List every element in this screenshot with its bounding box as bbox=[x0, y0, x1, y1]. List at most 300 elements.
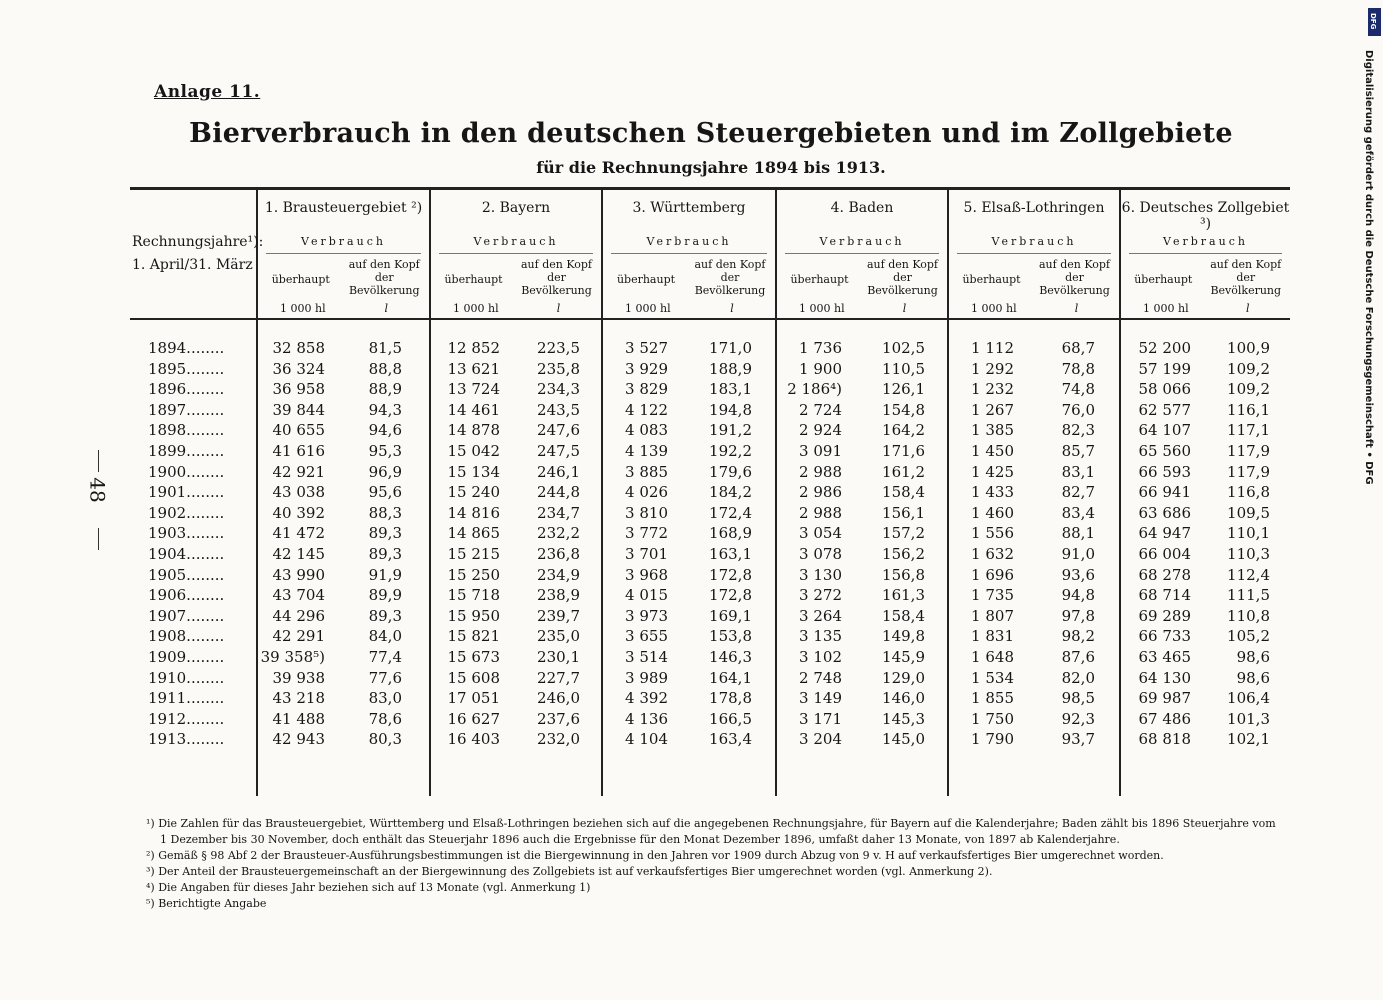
value-total: 3 989 bbox=[625, 668, 668, 687]
column-total-header: überhaupt bbox=[444, 273, 503, 286]
value-total: 12 852 bbox=[447, 339, 500, 357]
verbrauch-label: Verbrauch bbox=[1163, 235, 1248, 248]
value-per-capita: 102,5 bbox=[882, 339, 925, 357]
page-subtitle: für die Rechnungsjahre 1894 bis 1913. bbox=[536, 158, 886, 177]
value-per-capita: 94,3 bbox=[368, 400, 402, 419]
value-per-capita: 239,7 bbox=[537, 606, 580, 625]
value-total: 41 472 bbox=[272, 524, 325, 543]
column-per-capita-header: auf den Kopf der Bevölkerung bbox=[866, 258, 938, 297]
value-per-capita: 161,3 bbox=[882, 586, 925, 605]
value-total: 4 104 bbox=[625, 730, 668, 749]
value-total: 1 736 bbox=[799, 339, 842, 357]
value-total: 68 278 bbox=[1138, 565, 1191, 584]
value-per-capita: 171,0 bbox=[709, 339, 752, 357]
value-per-capita: 163,1 bbox=[709, 545, 752, 563]
value-per-capita: 156,1 bbox=[882, 503, 925, 522]
value-per-capita: 112,4 bbox=[1227, 565, 1270, 584]
table-header-rule bbox=[130, 318, 1290, 320]
value-per-capita: 110,1 bbox=[1227, 524, 1270, 543]
value-per-capita: 88,1 bbox=[1061, 524, 1095, 543]
value-per-capita: 232,2 bbox=[537, 524, 580, 543]
value-total: 4 392 bbox=[625, 689, 668, 708]
value-per-capita: 149,8 bbox=[882, 627, 925, 646]
unit-per-capita: l bbox=[730, 302, 734, 315]
value-per-capita: 110,5 bbox=[882, 359, 925, 378]
value-total: 52 200 bbox=[1138, 339, 1191, 357]
value-per-capita: 178,8 bbox=[709, 689, 752, 708]
value-per-capita: 223,5 bbox=[537, 339, 580, 357]
value-total: 2 186⁴) bbox=[787, 380, 842, 399]
value-total: 64 130 bbox=[1138, 668, 1191, 687]
value-per-capita: 183,1 bbox=[709, 380, 752, 399]
unit-total: 1 000 hl bbox=[1143, 302, 1189, 315]
unit-per-capita: l bbox=[1245, 302, 1250, 315]
column-per-capita-header: auf den Kopf der Bevölkerung bbox=[1210, 258, 1282, 297]
value-total: 68 818 bbox=[1138, 730, 1191, 749]
unit-total: 1 000 hl bbox=[625, 302, 671, 315]
verbrauch-label: Verbrauch bbox=[991, 235, 1077, 248]
year-cell: 1902........ bbox=[148, 503, 225, 522]
value-total: 1 450 bbox=[971, 442, 1014, 460]
value-total: 39 844 bbox=[272, 400, 325, 419]
value-per-capita: 96,9 bbox=[368, 462, 402, 481]
value-total: 1 696 bbox=[971, 565, 1014, 584]
verbrauch-rule bbox=[266, 253, 421, 254]
value-total: 1 735 bbox=[971, 586, 1014, 605]
value-total: 58 066 bbox=[1138, 380, 1191, 399]
year-cell: 1894........ bbox=[148, 339, 225, 357]
year-cell: 1900........ bbox=[148, 462, 225, 481]
value-total: 3 973 bbox=[625, 606, 668, 625]
value-per-capita: 116,8 bbox=[1227, 483, 1270, 502]
value-total: 3 078 bbox=[799, 545, 842, 563]
value-per-capita: 146,0 bbox=[882, 689, 925, 708]
value-total: 67 486 bbox=[1138, 709, 1191, 728]
value-total: 3 968 bbox=[625, 565, 668, 584]
page-title: Bierverbrauch in den deutschen Steuergebieten und im Zollgebiete bbox=[189, 118, 1233, 149]
value-per-capita: 246,1 bbox=[537, 462, 580, 481]
value-total: 3 130 bbox=[799, 565, 842, 584]
year-cell: 1905........ bbox=[148, 565, 225, 584]
value-per-capita: 227,7 bbox=[537, 668, 580, 687]
value-total: 36 958 bbox=[272, 380, 325, 399]
year-cell: 1904........ bbox=[148, 545, 225, 563]
value-per-capita: 237,6 bbox=[537, 709, 580, 728]
column-per-capita-header: auf den Kopf der Bevölkerung bbox=[694, 258, 766, 297]
unit-total: 1 000 hl bbox=[971, 302, 1017, 315]
value-per-capita: 153,8 bbox=[709, 627, 752, 646]
value-total: 15 608 bbox=[447, 668, 500, 687]
value-per-capita: 89,3 bbox=[368, 606, 402, 625]
column-total-header: überhaupt bbox=[1134, 273, 1193, 286]
value-per-capita: 238,9 bbox=[537, 586, 580, 605]
value-total: 39 358⁵) bbox=[260, 648, 325, 666]
value-total: 3 102 bbox=[799, 648, 842, 666]
value-per-capita: 236,8 bbox=[537, 545, 580, 563]
value-total: 3 264 bbox=[799, 606, 842, 625]
unit-per-capita: l bbox=[902, 302, 907, 315]
value-total: 3 171 bbox=[799, 709, 842, 728]
value-total: 1 855 bbox=[971, 689, 1014, 708]
value-total: 68 714 bbox=[1138, 586, 1191, 605]
value-total: 15 673 bbox=[447, 648, 500, 666]
value-per-capita: 164,1 bbox=[709, 668, 752, 687]
value-per-capita: 105,2 bbox=[1227, 627, 1270, 646]
value-per-capita: 194,8 bbox=[709, 400, 752, 419]
value-total: 36 324 bbox=[272, 359, 325, 378]
value-per-capita: 95,6 bbox=[368, 483, 402, 502]
value-total: 14 816 bbox=[447, 503, 500, 522]
footnotes bbox=[146, 816, 1296, 912]
value-per-capita: 88,9 bbox=[368, 380, 402, 399]
footnote: ⁴) Die Angaben für dieses Jahr beziehen sich auf 13 Monate (vgl. Anmerkung 1) bbox=[146, 881, 591, 894]
footnote: ¹) Die Zahlen für das Brausteuergebiet, Württemberg und Elsaß-Lothringen beziehen sich auf die angegebenen Rechnungsjahre, für Bayern auf die Kalenderjahre; Baden zählt bis 1896 Steuerjahre vom bbox=[146, 817, 1276, 830]
verbrauch-rule bbox=[785, 253, 939, 254]
footnote: ⁵) Berichtigte Angabe bbox=[146, 897, 267, 910]
value-total: 32 858 bbox=[272, 339, 325, 357]
page-number-rule-top bbox=[98, 450, 99, 472]
verbrauch-label: Verbrauch bbox=[301, 235, 386, 248]
value-per-capita: 68,7 bbox=[1061, 339, 1095, 357]
value-per-capita: 100,9 bbox=[1227, 339, 1270, 357]
value-per-capita: 101,3 bbox=[1227, 709, 1270, 728]
year-cell: 1896........ bbox=[148, 380, 225, 399]
value-total: 1 267 bbox=[971, 400, 1014, 419]
value-total: 15 821 bbox=[447, 627, 500, 646]
column-total-header: überhaupt bbox=[962, 273, 1021, 286]
value-per-capita: 172,4 bbox=[709, 503, 752, 522]
value-total: 1 112 bbox=[971, 339, 1014, 357]
unit-total: 1 000 hl bbox=[453, 302, 499, 315]
value-per-capita: 145,9 bbox=[882, 648, 925, 666]
value-total: 44 296 bbox=[272, 606, 325, 625]
value-per-capita: 234,9 bbox=[537, 565, 580, 584]
value-per-capita: 116,1 bbox=[1227, 400, 1270, 419]
value-per-capita: 77,4 bbox=[368, 648, 402, 666]
value-per-capita: 83,1 bbox=[1061, 462, 1095, 481]
value-per-capita: 117,1 bbox=[1227, 421, 1270, 440]
value-total: 1 632 bbox=[971, 545, 1014, 563]
value-per-capita: 97,8 bbox=[1061, 606, 1095, 625]
value-total: 66 593 bbox=[1138, 462, 1191, 481]
value-total: 3 527 bbox=[625, 339, 668, 357]
value-per-capita: 102,1 bbox=[1227, 730, 1270, 749]
value-per-capita: 232,0 bbox=[537, 730, 580, 749]
unit-total: 1 000 hl bbox=[799, 302, 845, 315]
value-total: 63 686 bbox=[1138, 503, 1191, 522]
value-total: 15 240 bbox=[447, 483, 500, 502]
value-per-capita: 89,3 bbox=[368, 545, 402, 563]
value-total: 3 054 bbox=[799, 524, 842, 543]
value-per-capita: 77,6 bbox=[368, 668, 402, 687]
value-per-capita: 188,9 bbox=[709, 359, 752, 378]
footnote: ²) Gemäß § 98 Abf 2 der Brausteuer-Ausführungsbestimmungen ist die Biergewinnung in den Jahren vor 1909 durch Abzug von 9 v. H auf verkaufsfertiges Bier umgerechnet worden. bbox=[146, 849, 1164, 862]
value-per-capita: 93,7 bbox=[1061, 730, 1095, 749]
year-cell: 1903........ bbox=[148, 524, 225, 543]
value-per-capita: 172,8 bbox=[709, 565, 752, 584]
value-total: 1 232 bbox=[971, 380, 1014, 399]
value-total: 1 460 bbox=[971, 503, 1014, 522]
value-per-capita: 98,2 bbox=[1061, 627, 1095, 646]
value-total: 1 433 bbox=[971, 483, 1014, 502]
value-per-capita: 234,3 bbox=[537, 380, 580, 399]
value-per-capita: 168,9 bbox=[709, 524, 752, 543]
value-per-capita: 83,0 bbox=[368, 689, 402, 708]
year-cell: 1909........ bbox=[148, 648, 225, 666]
year-cell: 1911........ bbox=[148, 689, 225, 708]
verbrauch-label: Verbrauch bbox=[819, 235, 905, 248]
value-total: 1 900 bbox=[799, 359, 842, 378]
value-total: 4 139 bbox=[625, 442, 668, 460]
value-per-capita: 234,7 bbox=[537, 503, 580, 522]
year-cell: 1899........ bbox=[148, 442, 225, 460]
page-number-rule-bottom bbox=[98, 528, 99, 550]
unit-per-capita: l bbox=[384, 302, 389, 315]
value-total: 17 051 bbox=[447, 689, 500, 708]
value-per-capita: 244,8 bbox=[537, 483, 580, 502]
value-per-capita: 158,4 bbox=[882, 483, 925, 502]
value-per-capita: 172,8 bbox=[709, 586, 752, 605]
column-total-header: überhaupt bbox=[790, 273, 849, 286]
value-per-capita: 89,9 bbox=[368, 586, 402, 605]
value-total: 2 988 bbox=[799, 503, 842, 522]
verbrauch-rule bbox=[1129, 253, 1282, 254]
value-total: 14 878 bbox=[447, 421, 500, 440]
year-cell: 1895........ bbox=[148, 359, 225, 378]
value-total: 41 616 bbox=[272, 442, 325, 460]
value-per-capita: 171,6 bbox=[882, 442, 925, 460]
value-per-capita: 92,3 bbox=[1061, 709, 1095, 728]
unit-per-capita: l bbox=[556, 302, 561, 315]
column-group-title: 6. Deutsches Zollgebiet ³) bbox=[1121, 200, 1290, 232]
value-per-capita: 84,0 bbox=[368, 627, 402, 646]
value-total: 4 083 bbox=[625, 421, 668, 440]
column-group-title: 1. Brausteuergebiet ²) bbox=[264, 200, 423, 216]
value-total: 3 135 bbox=[799, 627, 842, 646]
value-total: 69 289 bbox=[1138, 606, 1191, 625]
value-total: 1 648 bbox=[971, 648, 1014, 666]
column-per-capita-header: auf den Kopf der Bevölkerung bbox=[1038, 258, 1110, 297]
value-per-capita: 161,2 bbox=[882, 462, 925, 481]
value-per-capita: 88,3 bbox=[368, 503, 402, 522]
year-cell: 1913........ bbox=[148, 730, 225, 749]
value-total: 57 199 bbox=[1138, 359, 1191, 378]
value-total: 1 807 bbox=[971, 606, 1014, 625]
year-cell: 1912........ bbox=[148, 709, 225, 728]
value-per-capita: 82,0 bbox=[1061, 668, 1095, 687]
value-total: 13 621 bbox=[447, 359, 500, 378]
value-total: 65 560 bbox=[1138, 442, 1191, 460]
year-cell: 1910........ bbox=[148, 668, 225, 687]
digitization-note: Digitalisierung gefördert durch die Deutsche Forschungsgemeinschaft • DFG bbox=[1363, 50, 1374, 485]
value-total: 3 091 bbox=[799, 442, 842, 460]
year-header: Rechnungsjahre¹): bbox=[132, 234, 264, 250]
value-total: 40 655 bbox=[272, 421, 325, 440]
value-total: 3 929 bbox=[625, 359, 668, 378]
value-total: 4 026 bbox=[625, 483, 668, 502]
value-per-capita: 117,9 bbox=[1227, 462, 1270, 481]
value-per-capita: 235,8 bbox=[537, 359, 580, 378]
value-total: 16 627 bbox=[447, 709, 500, 728]
value-per-capita: 109,5 bbox=[1227, 503, 1270, 522]
value-per-capita: 235,0 bbox=[537, 627, 580, 646]
value-total: 43 038 bbox=[272, 483, 325, 502]
value-per-capita: 179,6 bbox=[709, 462, 752, 481]
value-per-capita: 154,8 bbox=[882, 400, 925, 419]
column-per-capita-header: auf den Kopf der Bevölkerung bbox=[520, 258, 592, 297]
value-total: 2 748 bbox=[799, 668, 842, 687]
value-total: 64 107 bbox=[1138, 421, 1191, 440]
dfg-logo: DFG bbox=[1368, 8, 1381, 36]
value-total: 43 218 bbox=[272, 689, 325, 708]
footnote: 1 Dezember bis 30 November, doch enthält das Steuerjahr 1896 auch die Ergebnisse für den Monat Dezember 1896, umfaßt daher 13 Monate, von 1897 ab Kalenderjahre. bbox=[160, 833, 1120, 846]
value-per-capita: 146,3 bbox=[709, 648, 752, 666]
value-total: 1 790 bbox=[971, 730, 1014, 749]
value-total: 15 215 bbox=[447, 545, 500, 563]
value-per-capita: 91,0 bbox=[1061, 545, 1095, 563]
column-group-title: 3. Württemberg bbox=[632, 200, 746, 216]
value-per-capita: 247,6 bbox=[537, 421, 580, 440]
value-total: 14 461 bbox=[447, 400, 500, 419]
value-total: 69 987 bbox=[1138, 689, 1191, 708]
value-per-capita: 230,1 bbox=[537, 648, 580, 666]
value-total: 14 865 bbox=[447, 524, 500, 543]
value-total: 1 556 bbox=[971, 524, 1014, 543]
value-per-capita: 82,7 bbox=[1061, 483, 1095, 502]
value-per-capita: 74,8 bbox=[1061, 380, 1095, 399]
value-per-capita: 109,2 bbox=[1227, 359, 1270, 378]
value-per-capita: 156,2 bbox=[882, 545, 925, 563]
value-total: 2 724 bbox=[799, 400, 842, 419]
value-total: 4 015 bbox=[625, 586, 668, 605]
value-total: 1 750 bbox=[971, 709, 1014, 728]
page-number: 48 bbox=[85, 477, 110, 503]
value-per-capita: 80,3 bbox=[368, 730, 402, 749]
value-per-capita: 78,6 bbox=[368, 709, 402, 728]
value-total: 4 122 bbox=[625, 400, 668, 419]
value-total: 3 149 bbox=[799, 689, 842, 708]
column-group-title: 4. Baden bbox=[830, 200, 894, 216]
year-cell: 1908........ bbox=[148, 627, 225, 646]
footnote: ³) Der Anteil der Brausteuergemeinschaft an der Biergewinnung des Zollgebiets ist auf verkaufsfertiges Bier umgerechnet worden (vgl. Anmerkung 2). bbox=[146, 865, 993, 878]
value-per-capita: 106,4 bbox=[1227, 689, 1270, 708]
value-per-capita: 91,9 bbox=[368, 565, 402, 584]
value-per-capita: 83,4 bbox=[1061, 503, 1095, 522]
table-top-rule bbox=[130, 187, 1290, 190]
value-total: 1 385 bbox=[971, 421, 1014, 440]
value-total: 43 990 bbox=[272, 565, 325, 584]
column-total-header: überhaupt bbox=[616, 273, 676, 286]
value-total: 2 924 bbox=[799, 421, 842, 440]
value-total: 16 403 bbox=[447, 730, 500, 749]
value-per-capita: 156,8 bbox=[882, 565, 925, 584]
verbrauch-rule bbox=[439, 253, 593, 254]
value-total: 63 465 bbox=[1138, 648, 1191, 666]
value-total: 2 986 bbox=[799, 483, 842, 502]
value-per-capita: 89,3 bbox=[368, 524, 402, 543]
value-total: 42 943 bbox=[272, 730, 325, 749]
value-per-capita: 246,0 bbox=[537, 689, 580, 708]
value-per-capita: 163,4 bbox=[709, 730, 752, 749]
year-cell: 1907........ bbox=[148, 606, 225, 625]
value-total: 15 042 bbox=[447, 442, 500, 460]
year-header-range: 1. April/31. März bbox=[132, 257, 253, 273]
value-total: 3 272 bbox=[799, 586, 842, 605]
value-per-capita: 191,2 bbox=[709, 421, 752, 440]
value-per-capita: 247,5 bbox=[537, 442, 580, 460]
value-total: 13 724 bbox=[447, 380, 500, 399]
value-total: 1 831 bbox=[971, 627, 1014, 646]
value-per-capita: 94,8 bbox=[1061, 586, 1095, 605]
value-per-capita: 126,1 bbox=[882, 380, 925, 399]
value-total: 15 134 bbox=[447, 462, 500, 481]
value-total: 43 704 bbox=[272, 586, 325, 605]
value-total: 66 941 bbox=[1138, 483, 1191, 502]
value-per-capita: 158,4 bbox=[882, 606, 925, 625]
value-per-capita: 88,8 bbox=[368, 359, 402, 378]
value-total: 41 488 bbox=[272, 709, 325, 728]
year-cell: 1901........ bbox=[148, 483, 225, 502]
value-per-capita: 145,0 bbox=[882, 730, 925, 749]
verbrauch-label: Verbrauch bbox=[473, 235, 559, 248]
value-per-capita: 129,0 bbox=[882, 668, 925, 687]
value-total: 2 988 bbox=[799, 462, 842, 481]
value-total: 64 947 bbox=[1138, 524, 1191, 543]
value-per-capita: 94,6 bbox=[368, 421, 402, 440]
value-per-capita: 164,2 bbox=[882, 421, 925, 440]
column-group-title: 5. Elsaß-Lothringen bbox=[963, 200, 1105, 216]
appendix-label: Anlage 11. bbox=[154, 82, 261, 102]
value-total: 3 829 bbox=[625, 380, 668, 399]
value-total: 3 655 bbox=[625, 627, 668, 646]
value-per-capita: 98,5 bbox=[1061, 689, 1095, 708]
value-total: 3 204 bbox=[799, 730, 842, 749]
value-per-capita: 157,2 bbox=[882, 524, 925, 543]
year-cell: 1898........ bbox=[148, 421, 225, 440]
value-total: 1 534 bbox=[971, 668, 1014, 687]
unit-per-capita: l bbox=[1074, 302, 1079, 315]
value-total: 1 425 bbox=[971, 462, 1014, 481]
value-per-capita: 81,5 bbox=[368, 339, 402, 357]
value-total: 4 136 bbox=[625, 709, 668, 728]
value-per-capita: 93,6 bbox=[1061, 565, 1095, 584]
value-per-capita: 110,8 bbox=[1227, 606, 1270, 625]
value-total: 40 392 bbox=[272, 503, 325, 522]
value-per-capita: 145,3 bbox=[882, 709, 925, 728]
value-per-capita: 98,6 bbox=[1236, 668, 1270, 687]
value-total: 3 885 bbox=[625, 462, 668, 481]
value-total: 66 733 bbox=[1138, 627, 1191, 646]
value-per-capita: 109,2 bbox=[1227, 380, 1270, 399]
verbrauch-label: Verbrauch bbox=[646, 235, 732, 248]
value-total: 3 810 bbox=[625, 503, 668, 522]
verbrauch-rule bbox=[957, 253, 1111, 254]
value-total: 42 145 bbox=[272, 545, 325, 563]
value-per-capita: 76,0 bbox=[1061, 400, 1095, 419]
unit-total: 1 000 hl bbox=[280, 302, 326, 315]
value-total: 42 291 bbox=[272, 627, 325, 646]
value-per-capita: 117,9 bbox=[1227, 442, 1270, 460]
verbrauch-rule bbox=[611, 253, 767, 254]
value-total: 3 701 bbox=[625, 545, 668, 563]
value-per-capita: 110,3 bbox=[1227, 545, 1270, 563]
value-per-capita: 85,7 bbox=[1061, 442, 1095, 460]
value-total: 66 004 bbox=[1138, 545, 1191, 563]
column-group-title: 2. Bayern bbox=[481, 200, 551, 216]
value-per-capita: 95,3 bbox=[368, 442, 402, 460]
year-cell: 1906........ bbox=[148, 586, 225, 605]
value-per-capita: 87,6 bbox=[1061, 648, 1095, 666]
